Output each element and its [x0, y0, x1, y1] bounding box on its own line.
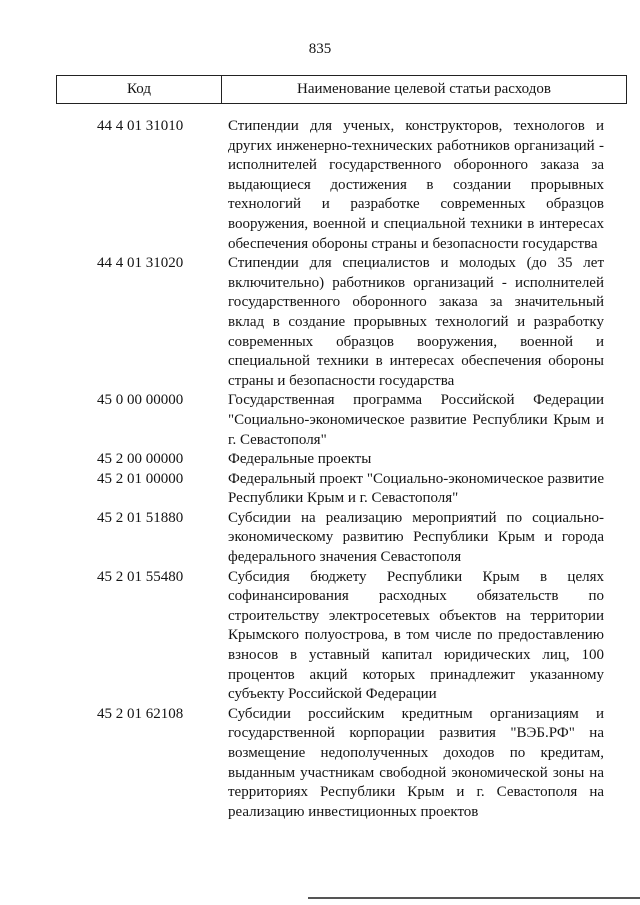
row-description: Государственная программа Российской Федерации "Социально-экономическое развитие Республики Крым и г. Севастополя": [228, 392, 604, 448]
table-row: [0, 705, 640, 823]
row-code: 45 2 01 51880: [97, 509, 184, 526]
row-description: Стипендии для специалистов и молодых (до 35 лет включительно) работников организаций - исполнителей государственного оборонного заказа за значительный вклад в создание прорывных технологий и разработку современных образцов вооружения, военной и специальной техники в интересах обеспечения обороны страны и безопасности государства: [228, 255, 604, 389]
table-row: [0, 254, 640, 391]
table-row: [0, 450, 640, 470]
table-header: [56, 75, 627, 104]
row-description: Федеральные проекты: [228, 451, 372, 468]
column-header-name: Наименование целевой статьи расходов: [297, 81, 551, 97]
row-code: 45 2 01 62108: [97, 705, 184, 722]
row-code: 45 2 00 00000: [97, 451, 184, 468]
row-description: Субсидия бюджету Республики Крым в целях софинансирования расходных обязательств по строительству электросетевых объектов на территории Крымского полуострова, в том числе по предоставлению взносов в уставный капитал юридических лиц, 100 процентов акций которых принадлежит указанному субъекту Российской Федерации: [228, 568, 604, 703]
row-code: 44 4 01 31010: [97, 118, 184, 134]
table-row: [0, 117, 640, 254]
table-row: [0, 568, 640, 705]
page-number: 835: [308, 41, 332, 57]
row-description: Субсидии на реализацию мероприятий по социально-экономическому развитию Республики Крым и города федерального значения Севастополя: [228, 509, 604, 566]
table-row: [0, 391, 640, 450]
scan-edge-line: [308, 897, 640, 899]
table-row: [0, 509, 640, 568]
row-code: 45 0 00 00000: [97, 392, 184, 409]
row-code: 45 2 01 55480: [97, 568, 184, 585]
row-code: 44 4 01 31020: [97, 255, 184, 272]
row-description: Федеральный проект "Социально-экономическое развитие Республики Крым и г. Севастополя": [228, 470, 604, 507]
row-description: Субсидии российским кредитным организациям и государственной корпорации развития "ВЭБ.РФ" на возмещение недополученных доходов по кредитам, выданным участникам свободной экономической зоны на территориях Республики Крым и г. Севастополя на реализацию инвестиционных проектов: [228, 705, 604, 820]
row-code: 45 2 01 00000: [97, 470, 184, 487]
row-description: Стипендии для ученых, конструкторов, технологов и других инженерно-технических работников организаций - исполнителей государственного оборонного заказа за выдающиеся достижения в создании прорывных технологий и разработке современных образцов вооружения, военной и специальной техники в интересах обеспечения обороны страны и безопасности государства: [228, 118, 604, 252]
table-row: [0, 470, 640, 509]
table-body: [0, 117, 640, 822]
column-header-code: Код: [57, 76, 222, 103]
